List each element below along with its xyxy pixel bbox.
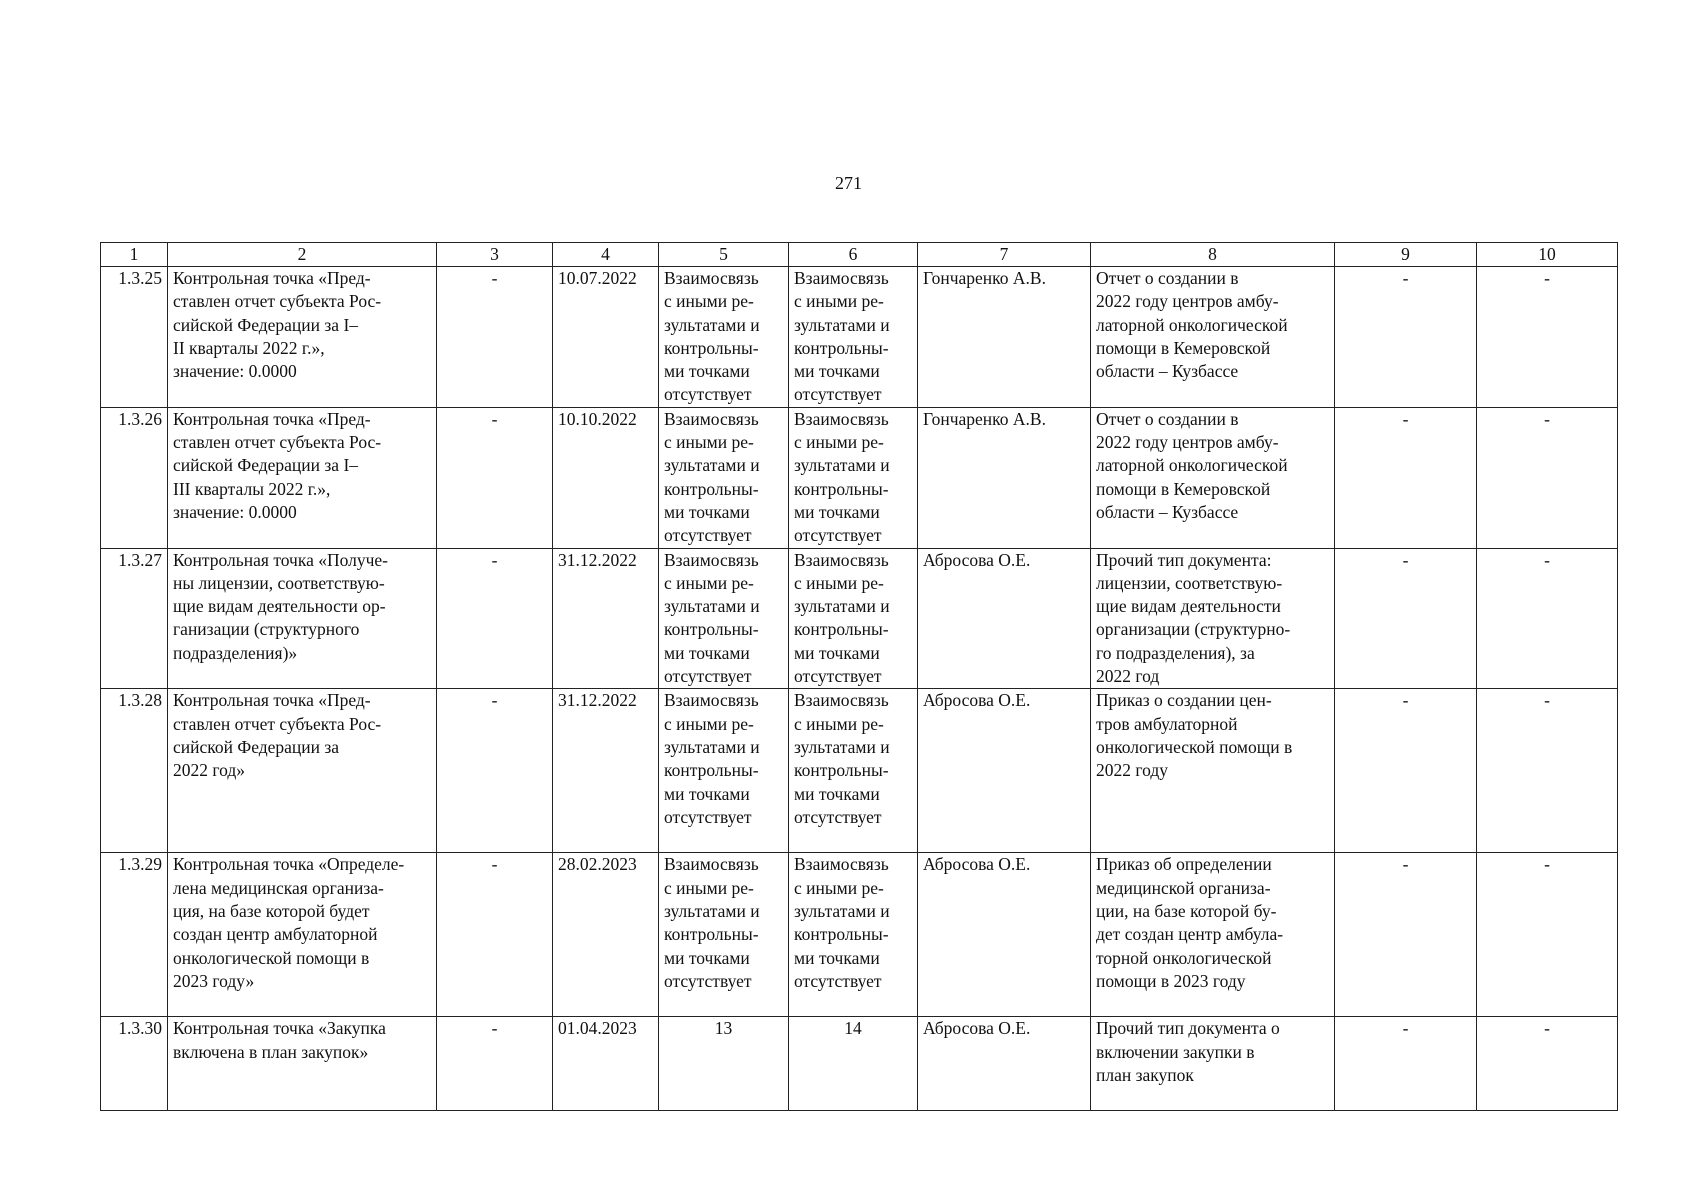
col6-cell: Взаимосвязь с иными ре- зультатами и контрольны- ми точками отсутствует (789, 853, 918, 1017)
date-cell: 31.12.2022 (553, 548, 659, 689)
col3-cell: - (437, 1017, 553, 1111)
date-cell: 31.12.2022 (553, 689, 659, 853)
row-number-cell: 1.3.25 (101, 267, 168, 408)
header-cell: 7 (918, 243, 1091, 267)
col10-cell: - (1477, 407, 1618, 548)
row-number-cell: 1.3.29 (101, 853, 168, 1017)
col6-cell: Взаимосвязь с иными ре- зультатами и контрольны- ми точками отсутствует (789, 548, 918, 689)
header-cell: 2 (168, 243, 437, 267)
header-cell: 9 (1335, 243, 1477, 267)
page-number: 271 (835, 173, 862, 193)
table-row (101, 853, 1618, 1017)
date-cell: 28.02.2023 (553, 853, 659, 1017)
col3-cell: - (437, 853, 553, 1017)
col10-cell: - (1477, 548, 1618, 689)
col9-cell: - (1335, 267, 1477, 408)
col10-cell: - (1477, 853, 1618, 1017)
header-cell: 8 (1091, 243, 1335, 267)
responsible-cell: Абросова О.Е. (918, 689, 1091, 853)
responsible-cell: Абросова О.Е. (918, 548, 1091, 689)
col5-cell: Взаимосвязь с иными ре- зультатами и контрольны- ми точками отсутствует (659, 548, 789, 689)
document-cell: Отчет о создании в 2022 году центров амбу- латорной онкологической помощи в Кемеровской области – Кузбассе (1091, 407, 1335, 548)
header-cell: 6 (789, 243, 918, 267)
col6-cell: Взаимосвязь с иными ре- зультатами и контрольны- ми точками отсутствует (789, 407, 918, 548)
header-cell: 10 (1477, 243, 1618, 267)
control-point-name-cell: Контрольная точка «Определе- лена медицинская организа- ция, на базе которой будет создан центр амбулаторной онкологической помощи в 2023 году» (168, 853, 437, 1017)
col5-cell: 13 (659, 1017, 789, 1111)
column-number-header-row (101, 243, 1618, 267)
control-point-name-cell: Контрольная точка «Закупка включена в план закупок» (168, 1017, 437, 1111)
control-point-name-cell: Контрольная точка «Пред- ставлен отчет субъекта Рос- сийской Федерации за 2022 год» (168, 689, 437, 853)
control-point-name-cell: Контрольная точка «Пред- ставлен отчет субъекта Рос- сийской Федерации за I– III кварталы 2022 г.», значение: 0.0000 (168, 407, 437, 548)
document-cell: Приказ о создании цен- тров амбулаторной онкологической помощи в 2022 году (1091, 689, 1335, 853)
responsible-cell: Гончаренко А.В. (918, 407, 1091, 548)
document-cell: Прочий тип документа о включении закупки в план закупок (1091, 1017, 1335, 1111)
col6-cell: Взаимосвязь с иными ре- зультатами и контрольны- ми точками отсутствует (789, 689, 918, 853)
col3-cell: - (437, 689, 553, 853)
col10-cell: - (1477, 267, 1618, 408)
table-row (101, 267, 1618, 408)
document-cell: Приказ об определении медицинской организа- ции, на базе которой бу- дет создан центр амбула- торной онкологической помощи в 2023 году (1091, 853, 1335, 1017)
date-cell: 01.04.2023 (553, 1017, 659, 1111)
col9-cell: - (1335, 407, 1477, 548)
col6-cell: 14 (789, 1017, 918, 1111)
responsible-cell: Абросова О.Е. (918, 853, 1091, 1017)
col5-cell: Взаимосвязь с иными ре- зультатами и контрольны- ми точками отсутствует (659, 267, 789, 408)
row-number-cell: 1.3.28 (101, 689, 168, 853)
col10-cell: - (1477, 689, 1618, 853)
table-row (101, 407, 1618, 548)
control-point-name-cell: Контрольная точка «Пред- ставлен отчет субъекта Рос- сийской Федерации за I– II кварталы 2022 г.», значение: 0.0000 (168, 267, 437, 408)
col9-cell: - (1335, 548, 1477, 689)
col9-cell: - (1335, 853, 1477, 1017)
table-row (101, 1017, 1618, 1111)
document-cell: Прочий тип документа: лицензии, соответствую- щие видам деятельности организации (структурно- го подразделения), за 2022 год (1091, 548, 1335, 689)
responsible-cell: Абросова О.Е. (918, 1017, 1091, 1111)
col3-cell: - (437, 267, 553, 408)
control-point-name-cell: Контрольная точка «Получе- ны лицензии, соответствую- щие видам деятельности ор- ганизации (структурного подразделения)» (168, 548, 437, 689)
col10-cell: - (1477, 1017, 1618, 1111)
header-cell: 5 (659, 243, 789, 267)
document-cell: Отчет о создании в 2022 году центров амбу- латорной онкологической помощи в Кемеровской области – Кузбассе (1091, 267, 1335, 408)
col5-cell: Взаимосвязь с иными ре- зультатами и контрольны- ми точками отсутствует (659, 407, 789, 548)
col9-cell: - (1335, 689, 1477, 853)
header-cell: 3 (437, 243, 553, 267)
col5-cell: Взаимосвязь с иными ре- зультатами и контрольны- ми точками отсутствует (659, 689, 789, 853)
control-points-table (100, 242, 1618, 1111)
col9-cell: - (1335, 1017, 1477, 1111)
table-row (101, 689, 1618, 853)
row-number-cell: 1.3.27 (101, 548, 168, 689)
responsible-cell: Гончаренко А.В. (918, 267, 1091, 408)
row-number-cell: 1.3.26 (101, 407, 168, 548)
header-cell: 1 (101, 243, 168, 267)
header-cell: 4 (553, 243, 659, 267)
row-number-cell: 1.3.30 (101, 1017, 168, 1111)
col3-cell: - (437, 548, 553, 689)
col5-cell: Взаимосвязь с иными ре- зультатами и контрольны- ми точками отсутствует (659, 853, 789, 1017)
col6-cell: Взаимосвязь с иными ре- зультатами и контрольны- ми точками отсутствует (789, 267, 918, 408)
table-row (101, 548, 1618, 689)
date-cell: 10.07.2022 (553, 267, 659, 408)
col3-cell: - (437, 407, 553, 548)
date-cell: 10.10.2022 (553, 407, 659, 548)
